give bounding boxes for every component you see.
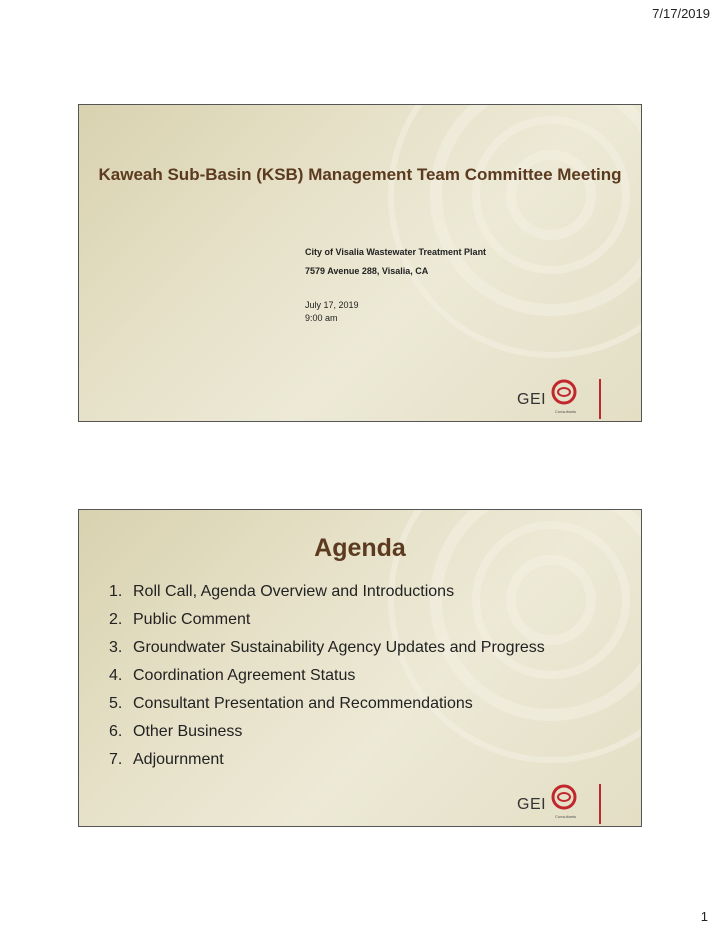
- venue-address: 7579 Avenue 288, Visalia, CA: [305, 266, 429, 276]
- agenda-item: 4. Coordination Agreement Status: [109, 667, 356, 684]
- logo-swirl-icon: [551, 379, 577, 407]
- agenda-title: Agenda: [314, 534, 406, 562]
- gei-logo: [511, 784, 601, 826]
- page-date: 7/17/2019: [652, 6, 710, 21]
- venue-block: [305, 243, 486, 281]
- agenda-list: [109, 578, 545, 774]
- agenda-item: 5. Consultant Presentation and Recommendations: [109, 695, 473, 712]
- meeting-datetime: [305, 299, 359, 325]
- logo-subtext: Consultants: [555, 814, 577, 819]
- logo-bar: [599, 784, 601, 824]
- gei-logo: [511, 379, 601, 421]
- logo-text: GEI: [517, 391, 547, 408]
- logo-bar: [599, 379, 601, 419]
- venue-name: City of Visalia Wastewater Treatment Plant: [305, 247, 487, 257]
- slide-title: Kaweah Sub-Basin (KSB) Management Team Committee Meeting: [98, 165, 622, 184]
- agenda-item: 3. Groundwater Sustainability Agency Updates and Progress: [109, 639, 545, 656]
- page-number: 1: [700, 909, 708, 924]
- logo-text: GEI: [517, 796, 547, 813]
- meeting-date: July 17, 2019: [305, 300, 359, 310]
- agenda-slide: [78, 509, 642, 827]
- title-slide: [78, 104, 642, 422]
- agenda-item: 2. Public Comment: [109, 611, 251, 628]
- agenda-item: 1. Roll Call, Agenda Overview and Introductions: [109, 583, 455, 600]
- agenda-item: 7. Adjournment: [109, 751, 224, 768]
- logo-swirl-icon: [551, 784, 577, 812]
- meeting-time: 9:00 am: [305, 313, 338, 323]
- logo-subtext: Consultants: [555, 409, 577, 414]
- agenda-item: 6. Other Business: [109, 723, 243, 740]
